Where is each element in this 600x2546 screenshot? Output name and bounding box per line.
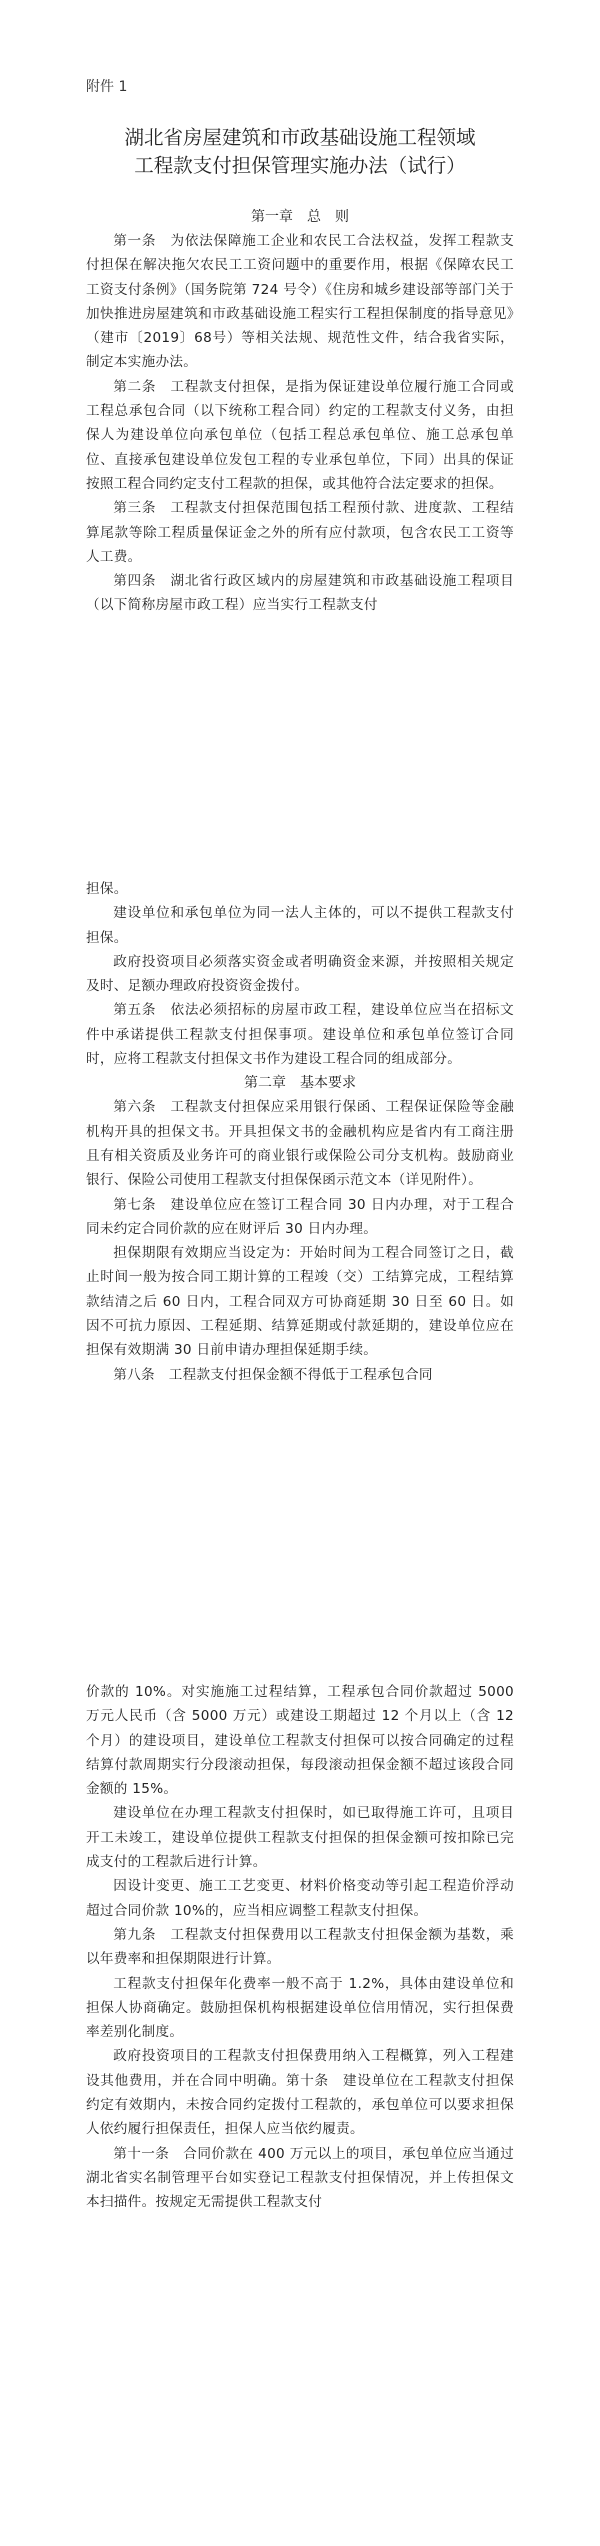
paragraph: 工程款支付担保年化费率一般不高于 1.2%，具体由建设单位和担保人协商确定。鼓励担保机构根据建设单位信用情况，实行担保费率差别化制度。 (86, 1975, 514, 2041)
article-paragraph: 第八条 工程款支付担保金额不得低于工程承包合同 (113, 1366, 433, 1383)
article-paragraph: 第七条 建设单位应在签订工程合同 30 日内办理，对于工程合同未约定合同价款的应在财评后 30 日内办理。 (86, 1196, 514, 1237)
paragraph: 因设计变更、施工工艺变更、材料价格变动等引起工程造价浮动超过合同价款 10%的，应当相应调整工程款支付担保。 (86, 1878, 514, 1919)
paragraph-continuation: 担保。 (86, 881, 128, 897)
article-paragraph: 第六条 工程款支付担保应采用银行保函、工程保证保险等金融机构开具的担保文书。开具担保文书的金融机构应是省内有工商注册且有相关资质及业务许可的商业银行或保险公司分支机构。鼓励商业银行、保险公司使用工程款支付担保保函示范文本（详见附件）。 (86, 1099, 514, 1189)
paragraph: 政府投资项目的工程款支付担保费用纳入工程概算，列入工程建设其他费用，并在合同中明确。第十条 建设单位在工程款支付担保约定有效期内，未按合同约定拨付工程款的，承包单位可以要求担保人依约履行担保责任，担保人应当依约履责。 (86, 2048, 514, 2138)
document-title (86, 124, 514, 180)
paragraph: 担保期限有效期应当设定为：开始时间为工程合同签订之日，截止时间一般为按合同工期计算的工程竣（交）工结算完成，工程结算款结清之后 60 日内，工程合同双方可协商延期 30 日至 60 日。如因不可抗力原因、工程延期、结算延期或付款延期的，建设单位应在担保有效期满 30 日前申请办理担保延期手续。 (86, 1245, 514, 1359)
title-line-1: 湖北省房屋建筑和市政基础设施工程领域 (124, 126, 476, 149)
text-block-1 (86, 205, 514, 618)
article-paragraph: 第五条 依法必须招标的房屋市政工程，建设单位应当在招标文件中承诺提供工程款支付担保事项。建设单位和承包单位签订合同时，应将工程款支付担保文书作为建设工程合同的组成部分。 (86, 1002, 514, 1068)
article-paragraph: 第四条 湖北省行政区域内的房屋建筑和市政基础设施工程项目（以下简称房屋市政工程）应当实行工程款支付 (86, 573, 514, 614)
paragraph: 政府投资项目必须落实资金或者明确资金来源，并按照相关规定及时、足额办理政府投资资金拨付。 (86, 953, 514, 995)
paragraph-continuation: 价款的 10%。对实施施工过程结算，工程承包合同价款超过 5000 万元人民币（含 5000 万元）或建设工期超过 12 个月以上（含 12 个月）的建设项目，建设单位工程款支付担保可以按合同确定的过程结算付款周期实行分段滚动担保，每段滚动担保金额不超过该段合同金额的 15%。 (86, 1684, 514, 1798)
article-paragraph: 第十一条 合同价款在 400 万元以上的项目，承包单位应当通过湖北省实名制管理平台如实登记工程款支付担保情况，并上传担保文本扫描件。按规定无需提供工程款支付 (86, 2145, 514, 2211)
chapter-heading: 第一章 总 则 (251, 209, 349, 225)
text-block-2 (86, 877, 514, 1387)
paragraph: 建设单位在办理工程款支付担保时，如已取得施工许可，且项目开工未竣工，建设单位提供工程款支付担保的担保金额可按扣除已完成支付的工程款后进行计算。 (86, 1805, 514, 1871)
article-paragraph: 第三条 工程款支付担保范围包括工程预付款、进度款、工程结算尾款等除工程质量保证金之外的所有应付款项，包含农民工工资等人工费。 (86, 500, 514, 565)
title-line-2: 工程款支付担保管理实施办法（试行） (134, 154, 466, 177)
article-paragraph: 第一条 为依法保障施工企业和农民工合法权益，发挥工程款支付担保在解决拖欠农民工工资问题中的重要作用，根据《保障农民工工资支付条例》（国务院第 724 号令）《住房和城乡建设部等部门关于加快推进房屋建筑和市政基础设施工程实行工程担保制度的指导意见》（建市〔2019〕68号）等相关法规、规范性文件，结合我省实际，制定本实施办法。 (86, 233, 514, 371)
article-paragraph: 第九条 工程款支付担保费用以工程款支付担保金额为基数，乘以年费率和担保期限进行计算。 (86, 1926, 514, 1968)
paragraph: 建设单位和承包单位为同一法人主体的，可以不提供工程款支付担保。 (86, 905, 514, 946)
text-block-3 (86, 1680, 514, 2215)
attachment-label: 附件 1 (86, 79, 128, 95)
chapter-heading: 第二章 基本要求 (244, 1075, 356, 1092)
article-paragraph: 第二条 工程款支付担保，是指为保证建设单位履行施工合同或工程总承包合同（以下统称工程合同）约定的工程款支付义务，由担保人为建设单位向承包单位（包括工程总承包单位、施工总承包单位、直接承包建设单位发包工程的专业承包单位，下同）出具的保证按照工程合同约定支付工程款的担保，或其他符合法定要求的担保。 (86, 378, 514, 492)
